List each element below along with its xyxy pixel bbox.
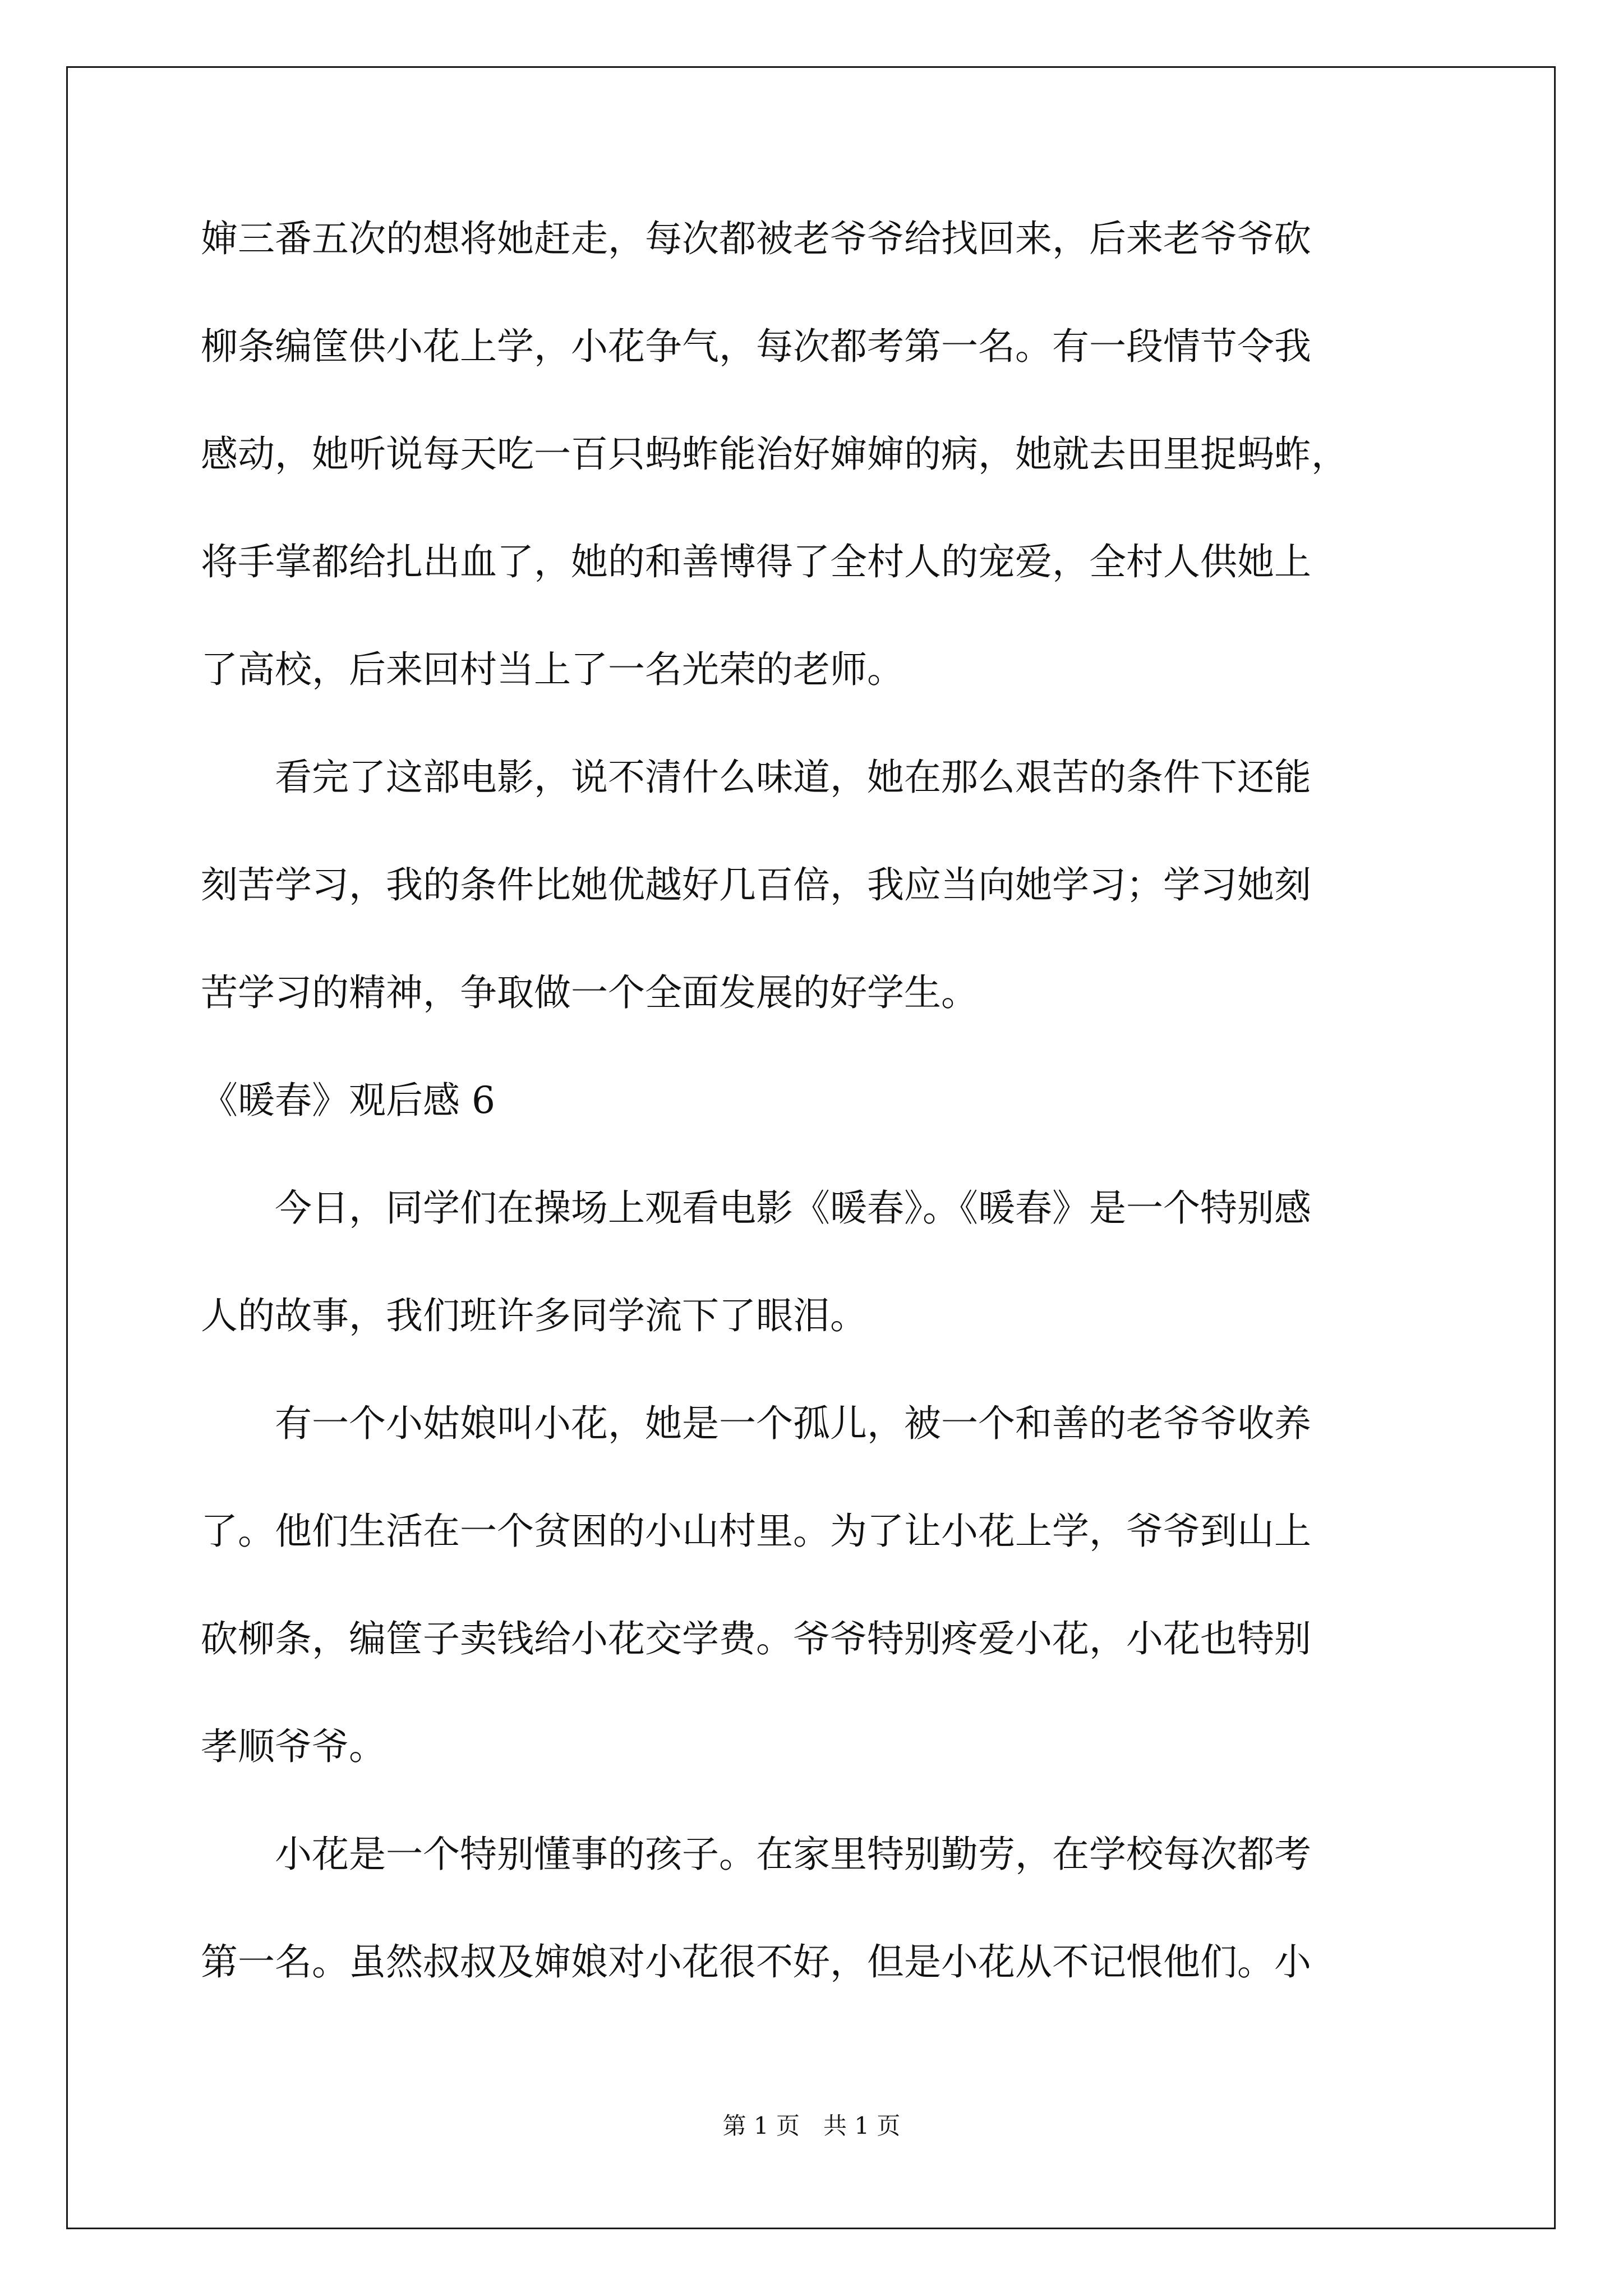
text-line: 孝顺爷爷。 (201, 1725, 386, 1768)
section-heading: 《暖春》观后感 6 (201, 1079, 495, 1122)
text-line: 小花是一个特别懂事的孩子。在家里特别勤劳，在学校每次都考 (201, 1833, 1311, 1876)
text-line: 人的故事，我们班许多同学流下了眼泪。 (201, 1294, 867, 1337)
text-line: 了。他们生活在一个贫困的小山村里。为了让小花上学，爷爷到山上 (201, 1510, 1311, 1553)
text-line: 感动，她听说每天吃一百只蚂蚱能治好婶婶的病，她就去田里捉蚂蚱， (201, 432, 1348, 476)
text-line: 今日，同学们在操场上观看电影《暖春》。《暖春》是一个特别感 (201, 1186, 1311, 1230)
text-line: 第一名。虽然叔叔及婶娘对小花很不好，但是小花从不记恨他们。小 (201, 1940, 1311, 1984)
text-line: 刻苦学习，我的条件比她优越好几百倍，我应当向她学习；学习她刻 (201, 863, 1311, 907)
text-line: 了高校，后来回村当上了一名光荣的老师。 (201, 648, 904, 691)
page-border (66, 66, 1556, 2229)
text-line: 将手掌都给扎出血了，她的和善博得了全村人的宠爱，全村人供她上 (201, 540, 1311, 583)
text-line: 婶三番五次的想将她赶走，每次都被老爷爷给找回来，后来老爷爷砍 (201, 217, 1311, 260)
text-line: 有一个小姑娘叫小花，她是一个孤儿，被一个和善的老爷爷收养 (201, 1402, 1311, 1445)
page-footer: 第 1 页 共 1 页 (722, 2112, 901, 2139)
text-line: 砍柳条，编筐子卖钱给小花交学费。爷爷特别疼爱小花，小花也特别 (201, 1617, 1311, 1660)
text-line: 苦学习的精神，争取做一个全面发展的好学生。 (201, 971, 978, 1014)
text-line: 柳条编筐供小花上学，小花争气，每次都考第一名。有一段情节令我 (201, 325, 1311, 368)
text-line: 看完了这部电影，说不清什么味道，她在那么艰苦的条件下还能 (201, 756, 1311, 799)
